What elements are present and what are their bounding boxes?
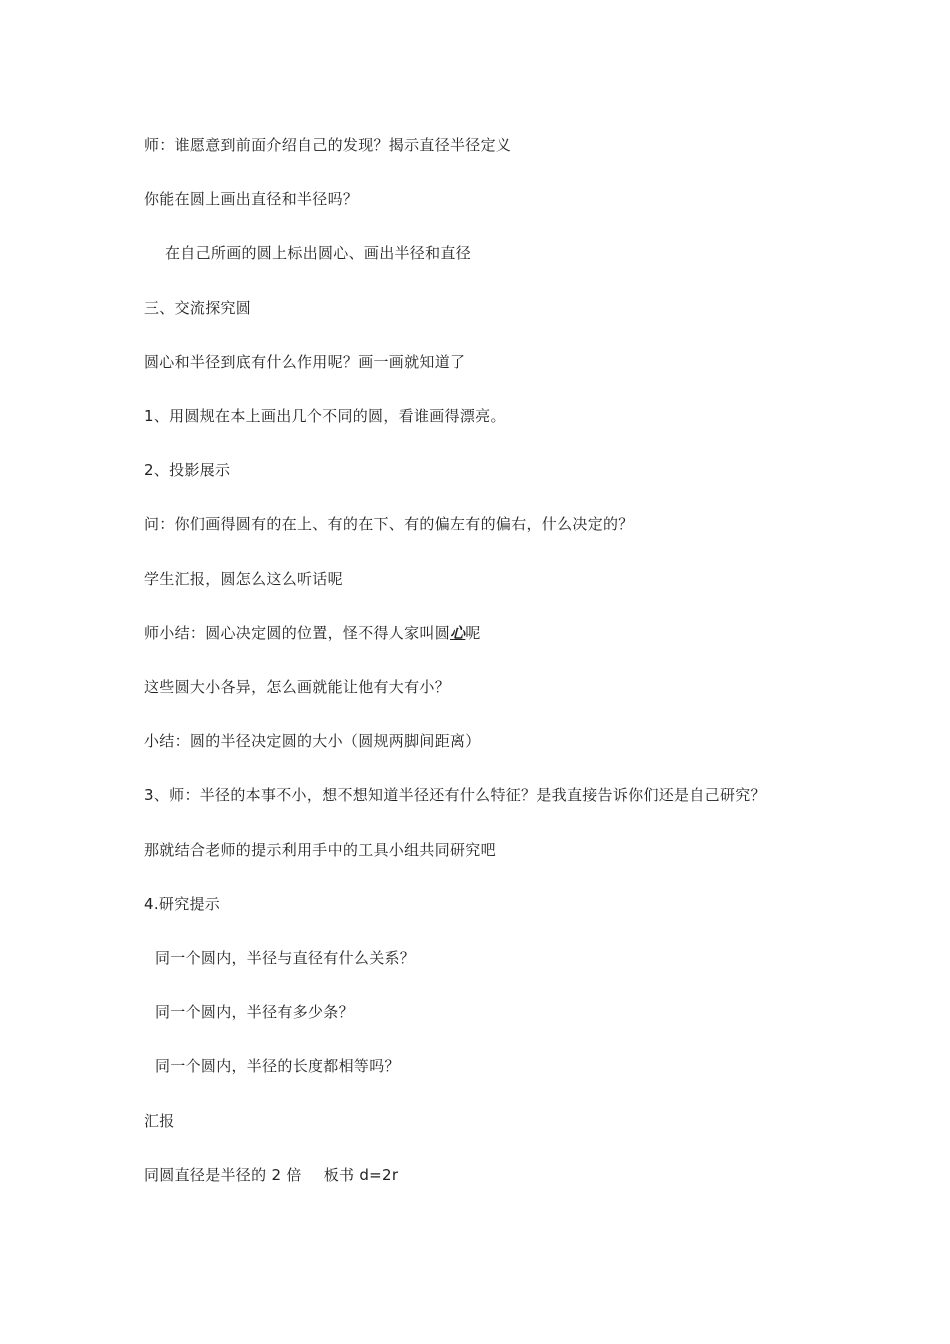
section-heading: 三、交流探究圆 — [144, 299, 252, 317]
text-line: 这些圆大小各异，怎么画就能让他有大有小？ — [144, 678, 451, 696]
text-line: 学生汇报，圆怎么这么听话呢 — [144, 570, 343, 588]
list-item: 同一个圆内，半径与直径有什么关系？ — [155, 949, 416, 967]
list-item: 同一个圆内，半径的长度都相等吗？ — [155, 1057, 400, 1075]
text-line: 圆心和半径到底有什么作用呢？画一画就知道了 — [144, 353, 466, 371]
text-segment: 同圆直径是半径的 2 倍 — [144, 1166, 302, 1184]
emphasized-character: 心 — [450, 624, 466, 642]
text-line: 3、师：半径的本事不小，想不想知道半径还有什么特征？是我直接告诉你们还是自己研究？ — [144, 786, 766, 804]
text-segment: 师小结：圆心决定圆的位置，怪不得人家叫圆 — [144, 624, 451, 642]
text-line: 问：你们画得圆有的在上、有的在下、有的偏左有的偏右，什么决定的？ — [144, 515, 634, 533]
text-line — [144, 623, 481, 643]
text-line: 在自己所画的圆上标出圆心、画出半径和直径 — [165, 244, 472, 262]
text-line: 小结：圆的半径决定圆的大小（圆规两脚间距离） — [144, 732, 481, 750]
text-line: 1、用圆规在本上画出几个不同的圆，看谁画得漂亮。 — [144, 407, 506, 425]
text-line: 师：谁愿意到前面介绍自己的发现？揭示直径半径定义 — [144, 136, 512, 154]
text-line: 那就结合老师的提示利用手中的工具小组共同研究吧 — [144, 841, 496, 859]
text-line: 汇报 — [144, 1112, 175, 1130]
text-line: 你能在圆上画出直径和半径吗？ — [144, 190, 359, 208]
text-segment: 呢 — [465, 624, 481, 642]
text-line — [144, 1165, 398, 1185]
text-line: 4.研究提示 — [144, 895, 221, 913]
text-line: 2、投影展示 — [144, 461, 231, 479]
list-item: 同一个圆内，半径有多少条？ — [155, 1003, 354, 1021]
board-note: 板书 d=2r — [323, 1166, 399, 1184]
